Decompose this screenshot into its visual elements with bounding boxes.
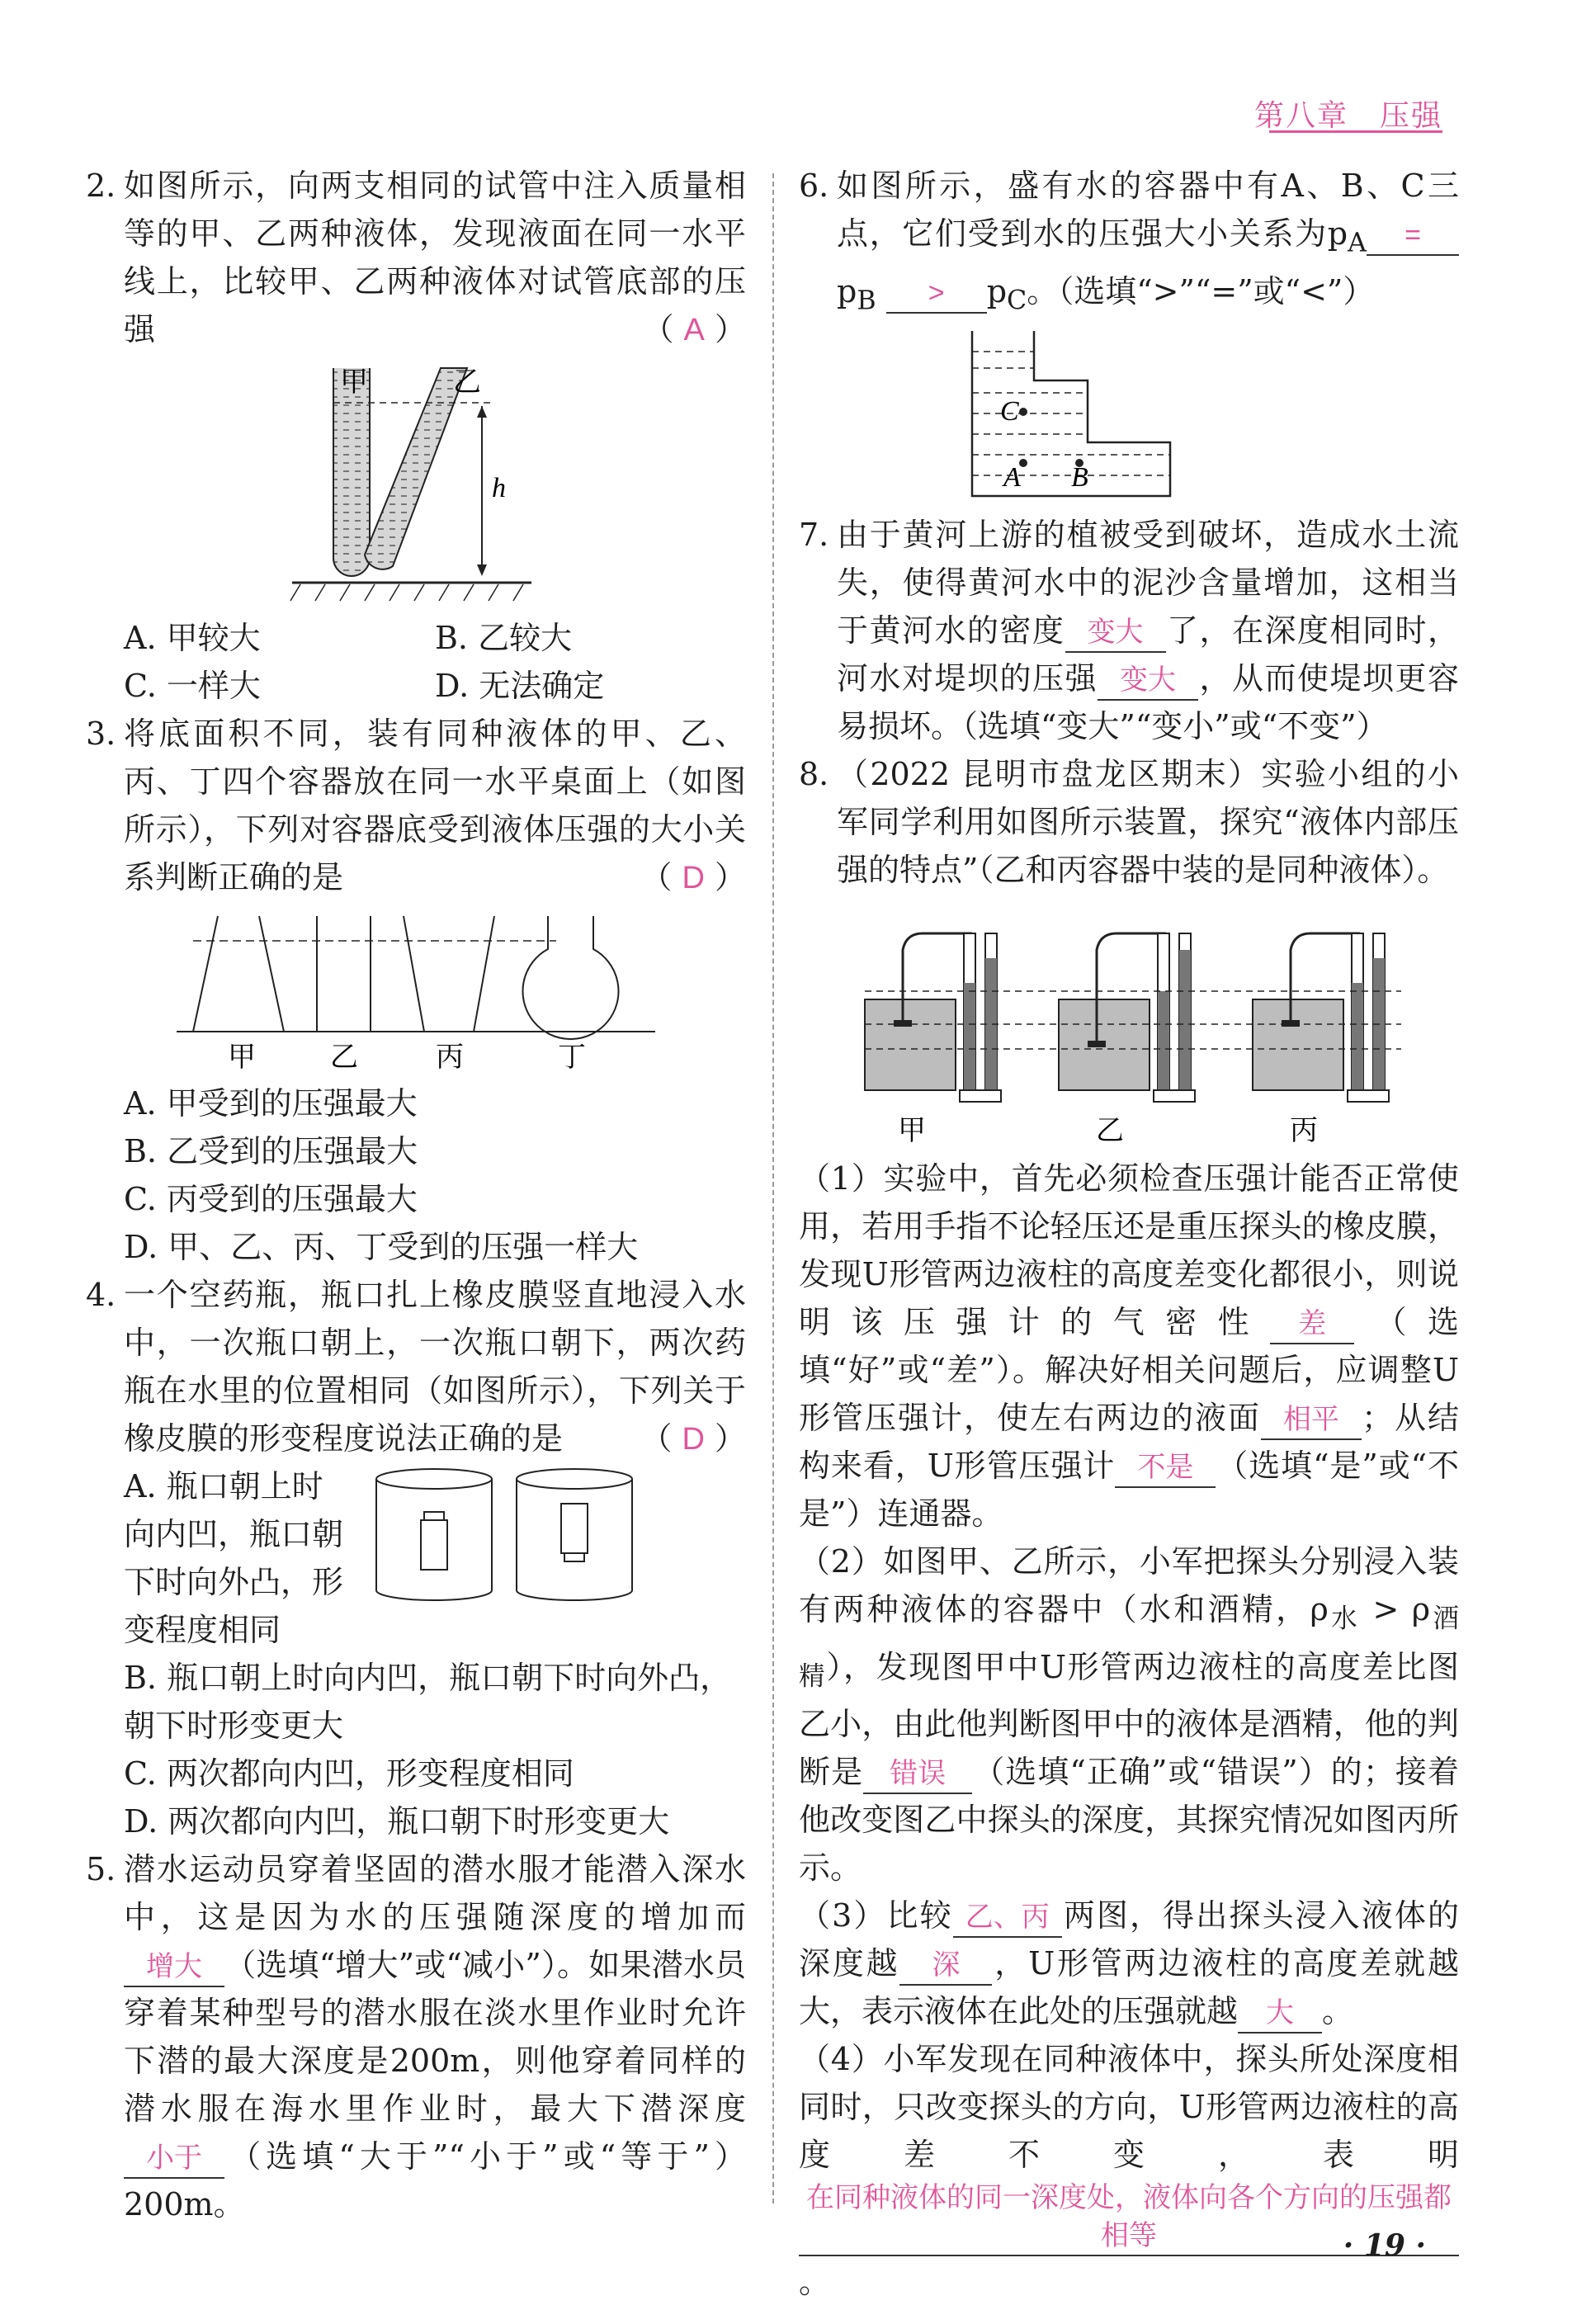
answer-blank[interactable]: 深 [899,1946,992,1986]
question-8 [799,750,1459,894]
answer-blank[interactable]: 错误 [863,1755,972,1794]
q8-part-2: （2）如图甲、乙所示，小军把探头分别浸入装有两种液体的容器中（水和酒精，$\rho_水 > \rho_{酒精}$），发现图甲中U形管两边液柱的高度差比图乙小，由此他判断图甲中的液体是酒精，他的判断是 错误 （选填“正确”或“错误”）的；接着他改变图乙中探头的深度，其探究情况如图丙所示。 [799,1543,1459,1887]
option-d[interactable]: D. 甲、乙、丙、丁受到的压强一样大 [124,1229,639,1265]
svg-text:B: B [1071,462,1088,494]
svg-text:丙: 丙 [1290,1116,1318,1147]
container-jia [193,916,284,1032]
question-number: 5. [86,1851,116,1887]
svg-text:C: C [1000,396,1019,427]
medicine-bottle-figure [368,1462,640,1603]
container-ding [523,916,619,1039]
column-divider [772,173,774,2204]
answer-choice: （ D ） [640,1420,746,1457]
answer-blank[interactable]: 小于 [124,2139,224,2179]
question-stem: 一个空药瓶，瓶口扎上橡皮膜竖直地浸入水中，一次瓶口朝上，一次瓶口朝下，两次药瓶在水里的位置相同（如图所示），下列关于橡皮膜的形变程度说法正确的是 （ D ） [86,1271,746,1462]
answer-blank[interactable]: 不是 [1115,1448,1216,1488]
svg-text:A: A [1003,462,1021,494]
svg-text:甲: 甲 [898,1116,926,1147]
option-a[interactable]: A. 甲较大 [124,620,261,656]
question-3 [86,710,746,901]
svg-text:乙: 乙 [1096,1116,1124,1147]
answer-blank[interactable]: 差 [1270,1305,1354,1344]
label-jia: 甲 [340,367,368,398]
answer-blank[interactable]: 变大 [1065,613,1166,653]
container-bing [404,916,494,1032]
test-tubes-figure [284,360,548,607]
apparatus-bing [1253,933,1389,1102]
option-b[interactable]: B. 乙较大 [435,620,573,656]
question-2 [86,162,746,353]
q8-part-1: （1）实验中，首先必须检查压强计能否正常使用，若用手指不论轻压还是重压探头的橡皮膜，发现U形管两边液柱的高度差变化都很小，则说明该压强计的气密性 差 （选填“好”或“差”）。解决好相关问题后，应调整U形管压强计，使左右两边的液面 相平 ；从结构来看，U形管压强计 不是 （选填“是”或“不是”）连通器。 [799,1160,1460,1533]
q8-part-4: （4）小军发现在同种液体中，探头所处深度相同时，只改变探头的方向，U形管两边液柱的高度差不变，表明在同种液体的同一深度处，液体向各个方向的压强都相等。 [799,2041,1459,2301]
header-underline [1269,130,1442,133]
question-number: 2. [86,168,116,204]
answer-blank[interactable]: = [1367,216,1459,256]
answer-blank[interactable]: 变大 [1098,661,1198,701]
question-5: 5. 潜水运动员穿着坚固的潜水服才能潜入深水中，这是因为水的压强随深度的增加而增大 （选填“增大”或“减小”）。如果潜水员穿着某种型号的潜水服在淡水里作业时允许下潜的最大深度是200m，则他穿着同样的潜水服在海水里作业时，最大下潜深度小于 （选填“大于”“小于”或“等于”）200m。 [86,1845,746,2228]
question-number: 7. [799,517,829,554]
answer-blank[interactable]: 大 [1238,1994,1322,2034]
question-number: 6. [799,168,829,204]
option-d[interactable]: D. 无法确定 [435,668,605,704]
q4-options-and-figure [86,1462,640,1654]
apparatus-yi [1059,933,1195,1102]
question-6: 6. 如图所示，盛有水的容器中有A、B、C三点，它们受到水的压强大小关系为$p_A =p_B > p_C$。（选填“>”“=”或“<”） [799,162,1459,324]
answer-blank[interactable]: 相平 [1261,1401,1362,1440]
option-a[interactable]: A. 甲受到的压强最大 [124,1085,418,1122]
four-containers-figure [168,908,663,1073]
stepped-container-figure [964,331,1178,504]
question-number: 8. [799,756,829,793]
option-a[interactable]: A. 瓶口朝上时向内凹，瓶口朝下时向外凸，形变程度相同 [124,1468,344,1648]
question-stem: （2022 昆明市盘龙区期末）实验小组的小军同学利用如图所示装置，探究“液体内部压强的特点”（乙和丙容器中装的是同种液体）。 [837,756,1459,889]
svg-text:丁: 丁 [558,1042,586,1073]
u-tube-manometer-figure [840,900,1418,1148]
question-stem: 将底面积不同，装有同种液体的甲、乙、丙、丁四个容器放在同一水平桌面上（如图所示），下列对容器底受到液体压强的大小关系判断正确的是 （ D ） [86,710,746,901]
svg-text:丙: 丙 [436,1042,464,1073]
option-c[interactable]: C. 两次都向内凹，形变程度相同 [124,1755,574,1792]
ground-hatch [290,584,523,601]
answer-blank[interactable]: > [886,274,987,314]
option-c[interactable]: C. 丙受到的压强最大 [124,1181,418,1217]
options-row [86,662,746,710]
label-h: h [492,473,506,503]
question-number: 4. [86,1277,116,1313]
left-column [86,162,746,2228]
right-column [799,162,1459,2306]
question-7: 7. 由于黄河上游的植被受到破坏，造成水土流失，使得黄河水中的泥沙含量增加，这相当于黄河水的密度 变大 了，在深度相同时，河水对堤坝的压强 变大 ，从而使堤坝更容易损坏。（选填“变大”“变小”或“不变”） [799,511,1459,750]
container-yi [317,916,371,1032]
chapter-header: 第八章 压强 [1253,99,1442,133]
tube-jia [333,368,370,576]
q8-part-3: （3）比较 乙、丙 两图，得出探头浸入液体的深度越 深 ，U形管两边液柱的高度差就越大，表示液体在此处的压强就越 大 。 [799,1892,1459,2035]
label-yi: 乙 [453,367,481,398]
apparatus-jia [865,933,1001,1102]
answer-choice: （ A ） [642,311,746,347]
answer-choice: （ D ） [640,859,746,895]
page-number: · 19 · [1343,2228,1426,2263]
options-row [86,614,746,662]
svg-text:乙: 乙 [330,1042,358,1073]
question-4 [86,1271,746,1462]
option-c[interactable]: C. 一样大 [124,668,261,704]
answer-blank[interactable]: 增大 [124,1948,224,1987]
question-number: 3. [86,716,116,752]
answer-blank[interactable]: 乙、丙 [953,1898,1062,1938]
answer-blank[interactable]: 在同种液体的同一深度处，液体向各个方向的压强都相等 [799,2179,1459,2256]
option-b[interactable]: B. 乙受到的压强最大 [124,1133,418,1169]
svg-text:甲: 甲 [228,1042,256,1073]
question-stem: 如图所示，向两支相同的试管中注入质量相等的甲、乙两种液体，发现液面在同一水平线上，比较甲、乙两种液体对试管底部的压强 （ A ） [86,162,746,353]
tube-yi [365,368,467,569]
option-b[interactable]: B. 瓶口朝上时向内凹，瓶口朝下时向外凸，朝下时形变更大 [124,1660,732,1744]
option-d[interactable]: D. 两次都向内凹，瓶口朝下时形变更大 [124,1803,670,1840]
